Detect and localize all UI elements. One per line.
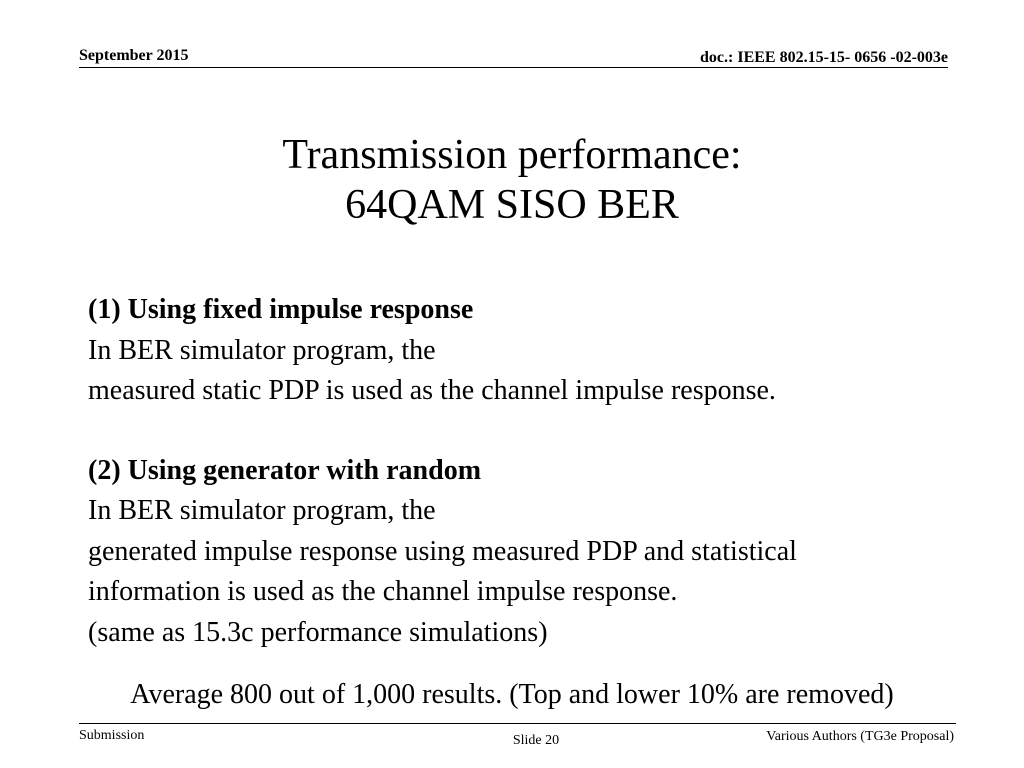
summary-note: Average 800 out of 1,000 results. (Top and lower 10% are removed) bbox=[130, 679, 894, 710]
footer-submission: Submission bbox=[79, 728, 145, 743]
section-spacer bbox=[88, 412, 797, 451]
section-line: information is used as the channel impulse response. bbox=[88, 576, 678, 607]
slide-body bbox=[88, 290, 797, 653]
section-line: (same as 15.3c performance simulations) bbox=[88, 616, 548, 648]
slide-title-line-1: Transmission performance: bbox=[282, 132, 742, 178]
section-line: generated impulse response using measured PDP and statistical bbox=[88, 535, 797, 567]
section-generator-random bbox=[88, 451, 797, 654]
slide-title bbox=[0, 130, 1024, 230]
slide-title-line-2: 64QAM SISO BER bbox=[345, 182, 679, 228]
section-line: In BER simulator program, the bbox=[88, 495, 436, 526]
footer-authors: Various Authors (TG3e Proposal) bbox=[766, 729, 954, 744]
header-date: September 2015 bbox=[79, 47, 189, 64]
section-fixed-impulse bbox=[88, 290, 797, 412]
section-heading: (1) Using fixed impulse response bbox=[88, 294, 474, 325]
footer-slide-number: Slide 20 bbox=[512, 733, 560, 748]
footer-divider bbox=[79, 723, 956, 724]
section-line: measured static PDP is used as the channel impulse response. bbox=[88, 375, 776, 406]
section-heading: (2) Using generator with random bbox=[88, 454, 482, 486]
header-doc-id: doc.: IEEE 802.15-15- 0656 -02-003e bbox=[700, 49, 948, 66]
header-divider bbox=[79, 67, 948, 68]
section-line: In BER simulator program, the bbox=[88, 334, 436, 366]
